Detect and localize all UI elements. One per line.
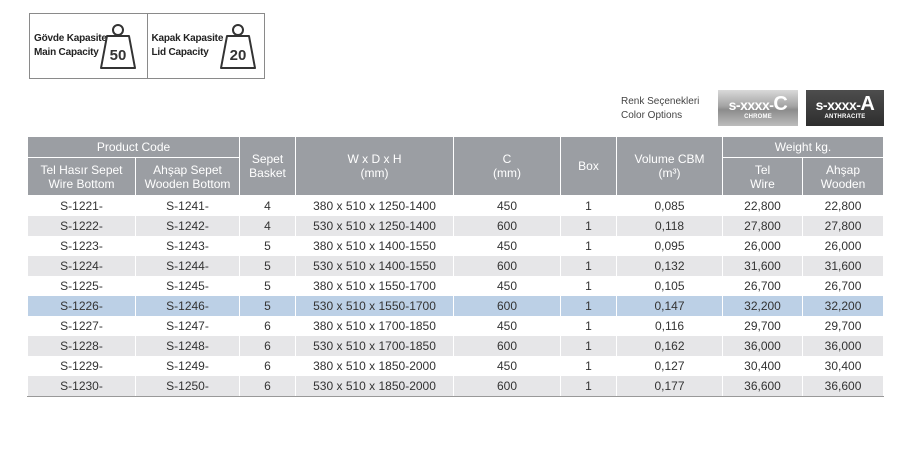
header-c <box>454 137 561 196</box>
header-volume-label: Volume CBM <box>634 152 705 166</box>
header-basket-tr: Sepet <box>251 152 284 166</box>
cell-box: 1 <box>561 356 617 376</box>
cell-dimensions: 380 x 510 x 1850-2000 <box>296 356 454 376</box>
cell-wooden-code: S-1242- <box>136 216 240 236</box>
cell-c: 600 <box>454 256 561 276</box>
cell-dimensions: 380 x 510 x 1550-1700 <box>296 276 454 296</box>
cell-weight-wire: 36,600 <box>723 376 803 397</box>
table-row[interactable] <box>28 356 884 376</box>
cell-c: 450 <box>454 236 561 256</box>
main-capacity-label-tr: Gövde Kapasite <box>34 33 107 44</box>
weight-icon <box>218 22 258 72</box>
lid-capacity <box>147 14 265 78</box>
cell-weight-wooden: 29,700 <box>803 316 884 336</box>
color-options-label <box>621 95 699 123</box>
cell-weight-wooden: 32,200 <box>803 296 884 316</box>
table-row[interactable] <box>28 376 884 397</box>
cell-weight-wire: 26,000 <box>723 236 803 256</box>
anthracite-code <box>815 92 875 115</box>
header-wooden-bottom-tr: Ahşap Sepet <box>153 162 222 177</box>
lid-capacity-label <box>152 32 224 60</box>
cell-box: 1 <box>561 316 617 336</box>
cell-dimensions: 530 x 510 x 1700-1850 <box>296 336 454 356</box>
main-capacity-label <box>34 32 107 60</box>
chrome-code <box>728 92 788 115</box>
cell-weight-wooden: 30,400 <box>803 356 884 376</box>
header-weight-wooden-tr: Ahşap <box>826 162 861 177</box>
cell-box: 1 <box>561 296 617 316</box>
header-wire-bottom-en: Wire Bottom <box>48 176 115 191</box>
cell-dimensions: 380 x 510 x 1700-1850 <box>296 316 454 336</box>
cell-box: 1 <box>561 216 617 236</box>
cell-box: 1 <box>561 276 617 296</box>
header-box: Box <box>561 137 617 196</box>
cell-volume: 0,105 <box>617 276 723 296</box>
cell-c: 600 <box>454 336 561 356</box>
cell-weight-wire: 30,400 <box>723 356 803 376</box>
chrome-swatch[interactable] <box>718 90 798 126</box>
cell-weight-wooden: 22,800 <box>803 196 884 217</box>
cell-dimensions: 530 x 510 x 1550-1700 <box>296 296 454 316</box>
cell-c: 450 <box>454 356 561 376</box>
header-weight-wire-en: Wire <box>750 176 775 191</box>
main-capacity <box>30 14 147 78</box>
cell-weight-wooden: 36,600 <box>803 376 884 397</box>
header-dimensions <box>296 137 454 196</box>
cell-weight-wooden: 31,600 <box>803 256 884 276</box>
table-row[interactable] <box>28 316 884 336</box>
cell-dimensions: 530 x 510 x 1250-1400 <box>296 216 454 236</box>
header-weight-wooden <box>803 158 884 196</box>
cell-box: 1 <box>561 376 617 397</box>
cell-weight-wooden: 27,800 <box>803 216 884 236</box>
cell-volume: 0,132 <box>617 256 723 276</box>
lid-capacity-label-tr: Kapak Kapasite <box>151 33 224 44</box>
cell-basket: 5 <box>240 276 296 296</box>
cell-weight-wooden: 36,000 <box>803 336 884 356</box>
table-row[interactable] <box>28 256 884 276</box>
cell-box: 1 <box>561 196 617 217</box>
cell-basket: 5 <box>240 256 296 276</box>
cell-volume: 0,118 <box>617 216 723 236</box>
cell-wire-code: S-1229- <box>28 356 136 376</box>
table-row-selected[interactable] <box>28 296 884 316</box>
cell-wire-code: S-1222- <box>28 216 136 236</box>
header-basket-en: Basket <box>249 166 286 180</box>
cell-volume: 0,177 <box>617 376 723 397</box>
cell-wooden-code: S-1246- <box>136 296 240 316</box>
chrome-code-suffix: C <box>773 92 788 115</box>
anthracite-code-suffix: A <box>860 92 875 115</box>
color-options-label-en: Color Options <box>621 110 683 121</box>
header-volume <box>617 137 723 196</box>
cell-wire-code: S-1230- <box>28 376 136 397</box>
cell-wooden-code: S-1248- <box>136 336 240 356</box>
cell-wire-code: S-1221- <box>28 196 136 217</box>
cell-basket: 5 <box>240 296 296 316</box>
color-options-label-tr: Renk Seçenekleri <box>621 96 700 107</box>
cell-basket: 6 <box>240 356 296 376</box>
weight-icon <box>98 22 138 72</box>
cell-basket: 4 <box>240 196 296 217</box>
anthracite-swatch[interactable] <box>806 90 884 126</box>
header-c-label: C <box>502 152 512 166</box>
cell-wire-code: S-1228- <box>28 336 136 356</box>
table-row[interactable] <box>28 276 884 296</box>
cell-dimensions: 380 x 510 x 1250-1400 <box>296 196 454 217</box>
table-row[interactable] <box>28 196 884 217</box>
header-weight-wire <box>723 158 803 196</box>
product-spec-table <box>27 136 884 397</box>
main-capacity-label-en: Main Capacity <box>34 47 99 58</box>
cell-wooden-code: S-1241- <box>136 196 240 217</box>
cell-volume: 0,162 <box>617 336 723 356</box>
cell-basket: 5 <box>240 236 296 256</box>
cell-c: 600 <box>454 216 561 236</box>
header-basket <box>240 137 296 196</box>
cell-wooden-code: S-1250- <box>136 376 240 397</box>
cell-weight-wooden: 26,000 <box>803 236 884 256</box>
cell-weight-wire: 26,700 <box>723 276 803 296</box>
cell-dimensions: 530 x 510 x 1850-2000 <box>296 376 454 397</box>
table-row[interactable] <box>28 236 884 256</box>
cell-basket: 6 <box>240 316 296 336</box>
chrome-code-prefix: s-xxxx- <box>728 96 774 113</box>
cell-wire-code: S-1225- <box>28 276 136 296</box>
lid-capacity-label-en: Lid Capacity <box>151 47 209 58</box>
header-wire-bottom <box>28 158 136 196</box>
cell-wooden-code: S-1243- <box>136 236 240 256</box>
cell-weight-wire: 36,000 <box>723 336 803 356</box>
cell-wooden-code: S-1247- <box>136 316 240 336</box>
cell-volume: 0,085 <box>617 196 723 217</box>
cell-weight-wire: 29,700 <box>723 316 803 336</box>
cell-box: 1 <box>561 336 617 356</box>
header-weight-wire-tr: Tel <box>754 162 771 177</box>
anthracite-name: ANTHRACITE <box>824 113 866 120</box>
cell-dimensions: 380 x 510 x 1400-1550 <box>296 236 454 256</box>
lid-capacity-value: 20 <box>229 47 246 64</box>
table-row[interactable] <box>28 336 884 356</box>
header-dimensions-unit: (mm) <box>360 166 389 180</box>
header-product-code: Product Code <box>28 137 240 158</box>
cell-c: 600 <box>454 296 561 316</box>
header-wooden-bottom <box>136 158 240 196</box>
header-wooden-bottom-en: Wooden Bottom <box>144 176 231 191</box>
capacity-box <box>29 13 265 79</box>
table-row[interactable] <box>28 216 884 236</box>
cell-wooden-code: S-1249- <box>136 356 240 376</box>
cell-box: 1 <box>561 236 617 256</box>
cell-weight-wire: 32,200 <box>723 296 803 316</box>
cell-basket: 4 <box>240 216 296 236</box>
cell-volume: 0,127 <box>617 356 723 376</box>
cell-weight-wire: 22,800 <box>723 196 803 217</box>
cell-wooden-code: S-1244- <box>136 256 240 276</box>
cell-volume: 0,095 <box>617 236 723 256</box>
cell-wooden-code: S-1245- <box>136 276 240 296</box>
cell-dimensions: 530 x 510 x 1400-1550 <box>296 256 454 276</box>
cell-c: 450 <box>454 316 561 336</box>
header-dimensions-label: W x D x H <box>347 152 402 166</box>
cell-basket: 6 <box>240 376 296 397</box>
cell-c: 450 <box>454 276 561 296</box>
header-weight: Weight kg. <box>723 137 884 158</box>
cell-c: 600 <box>454 376 561 397</box>
cell-weight-wire: 31,600 <box>723 256 803 276</box>
cell-weight-wire: 27,800 <box>723 216 803 236</box>
cell-wire-code: S-1226- <box>28 296 136 316</box>
cell-wire-code: S-1223- <box>28 236 136 256</box>
cell-weight-wooden: 26,700 <box>803 276 884 296</box>
header-c-unit: (mm) <box>493 166 521 180</box>
cell-c: 450 <box>454 196 561 217</box>
anthracite-code-prefix: s-xxxx- <box>815 96 861 113</box>
header-volume-unit: (m³) <box>658 166 681 180</box>
cell-box: 1 <box>561 256 617 276</box>
cell-wire-code: S-1224- <box>28 256 136 276</box>
cell-volume: 0,147 <box>617 296 723 316</box>
cell-basket: 6 <box>240 336 296 356</box>
cell-wire-code: S-1227- <box>28 316 136 336</box>
header-wire-bottom-tr: Tel Hasır Sepet <box>40 162 123 177</box>
main-capacity-value: 50 <box>109 47 127 64</box>
chrome-name: CHROME <box>744 113 772 120</box>
header-weight-wooden-en: Wooden <box>820 176 866 191</box>
cell-volume: 0,116 <box>617 316 723 336</box>
